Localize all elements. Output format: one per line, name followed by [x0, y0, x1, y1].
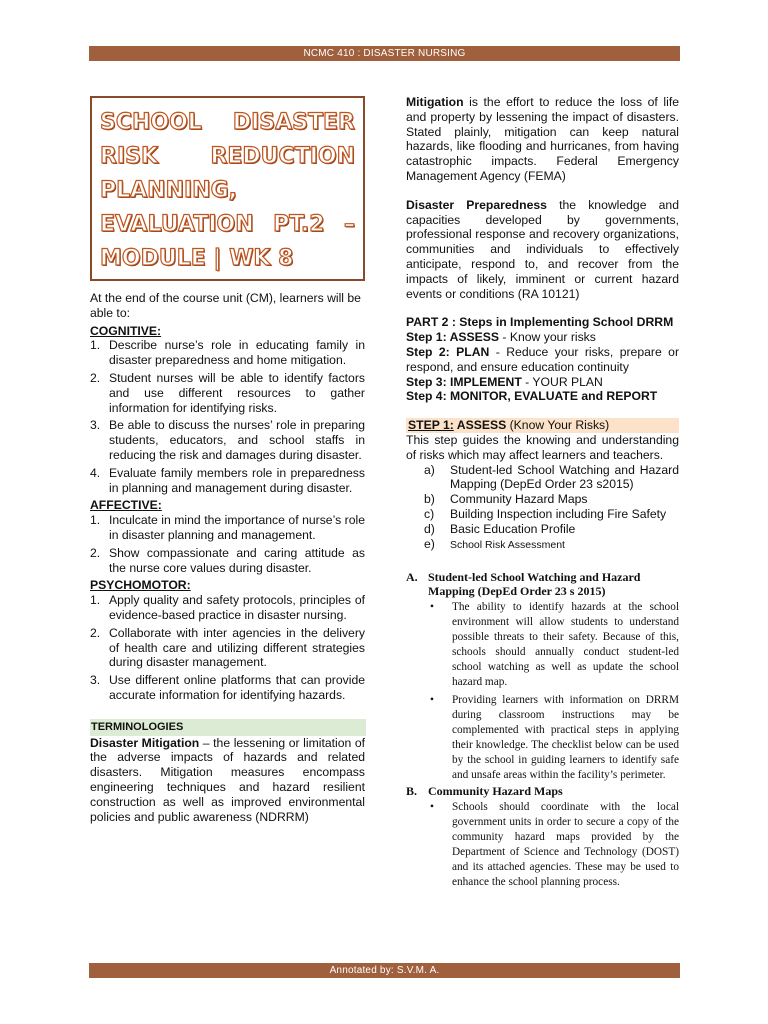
section-a-bullets: [428, 600, 679, 783]
affective-heading: AFFECTIVE:: [90, 498, 162, 513]
title-line-5: MODULE | WK 8: [100, 246, 294, 271]
bullet-icon: •: [430, 801, 434, 814]
list-item: a) Student-led School Watching and Hazard Mapping (DepEd Order 23 s2015): [424, 462, 679, 492]
cognitive-heading: COGNITIVE:: [90, 323, 162, 338]
step1-description: This step guides the knowing and understanding of risks which may affect learners and teachers.: [406, 432, 679, 462]
bullet-icon: •: [430, 694, 434, 707]
header-bar: [89, 46, 680, 61]
step1-heading: STEP 1: ASSESS (Know Your Risks): [406, 418, 679, 433]
list-item: d) Basic Education Profile: [424, 521, 576, 536]
list-item: 1. Apply quality and safety protocols, principles of evidence-based practice in disaster nursing.: [90, 593, 365, 622]
title-line-1: SCHOOL DISASTER: [100, 110, 355, 135]
module-title-box: [90, 96, 365, 281]
list-item: 1. Inculcate in mind the importance of nurse’s role in disaster planning and management.: [90, 513, 365, 542]
cognitive-list: [90, 338, 365, 495]
list-item: 2. Student nurses will be able to identify factors and use different resources to gather information for identifying risks.: [90, 370, 365, 415]
step-item: Step 3: IMPLEMENT - YOUR PLAN: [406, 374, 603, 389]
list-item: 3. Use different online platforms that can provide accurate information for identifying hazards.: [90, 673, 365, 702]
course-title: NCMC 410 : DISASTER NURSING: [303, 48, 466, 59]
term-disaster-mitigation: Disaster Mitigation: [90, 735, 200, 750]
list-item: c) Building Inspection including Fire Safety: [424, 506, 667, 521]
section-b-heading: B. Community Hazard Maps: [406, 784, 563, 799]
title-line-3: PLANNING,: [100, 178, 238, 203]
list-item: 2. Collaborate with inter agencies in the delivery of health care and utilizing different strategies during disaster management.: [90, 625, 365, 670]
intro-text: At the end of the course unit (CM), learners will be able to:: [90, 291, 361, 320]
title-line-2: RISK REDUCTION: [100, 144, 355, 169]
step-item: Step 1: ASSESS - Know your risks: [406, 330, 596, 345]
affective-list: [90, 513, 365, 575]
section-b-bullets: [428, 800, 679, 890]
right-column: [406, 95, 679, 893]
psychomotor-list: [90, 593, 365, 703]
list-item: • Providing learners with information on DRRM during classroom instructions may be complemented with practical steps in applying their knowledge. The checklist below can be used by the school in guiding learners to identify safe and unsafe areas within the facility’s perimeter.: [430, 694, 679, 782]
step-item: Step 2: PLAN - Reduce your risks, prepare or respond, and ensure education continuity: [406, 344, 679, 374]
part2-section: [406, 315, 679, 404]
footer-bar: [89, 963, 680, 978]
section-a-heading: A. Student-led School Watching and Hazard Mapping (DepEd Order 23 s 2015): [406, 570, 641, 599]
disaster-mitigation-definition: Disaster Mitigation – the lessening or limitation of the adverse impacts of hazards and related disasters. Mitigation measures encompass engineering techniques and hazard resilient construction as well as improved environmental policies and public awareness (NDRRM): [90, 735, 366, 824]
list-item: • The ability to identify hazards at the school environment will allow students to understand possible threats to their safety. Because of this, schools should annually conduct student-led school watching as well as update the school hazard map.: [430, 601, 679, 689]
part2-heading: PART 2 : Steps in Implementing School DRRM: [406, 315, 674, 330]
left-column: [90, 96, 365, 824]
annotated-by: Annotated by: S.V.M. A.: [329, 965, 440, 976]
mitigation-definition: Mitigation is the effort to reduce the loss of life and property by lessening the impact of disasters. Stated plainly, mitigation can keep natural hazards, like flooding and hurricanes, from having catastrophic impacts. Federal Emergency Management Agency (FEMA): [406, 95, 679, 183]
list-item: e) School Risk Assessment: [424, 536, 565, 551]
term-mitigation: Mitigation: [406, 95, 464, 109]
list-item: b) Community Hazard Maps: [424, 492, 588, 507]
bullet-icon: •: [430, 601, 434, 614]
title-line-4: EVALUATION PT.2 –: [100, 212, 355, 237]
step-item: Step 4: MONITOR, EVALUATE and REPORT: [406, 389, 658, 404]
step1-list: [424, 463, 679, 553]
list-item: 1. Describe nurse’s role in educating family in disaster preparedness and home mitigation.: [90, 338, 365, 368]
list-item: 4. Evaluate family members role in preparedness in planning and management during disaster.: [90, 465, 365, 495]
list-item: 3. Be able to discuss the nurses’ role in preparing students, educators, and school staffs in reducing the risk and damages during disaster.: [90, 418, 365, 462]
psychomotor-heading: PSYCHOMOTOR:: [90, 578, 191, 593]
term-preparedness: Disaster Preparedness: [406, 197, 547, 212]
terminologies-heading: TERMINOLOGIES: [90, 719, 366, 736]
preparedness-definition: Disaster Preparedness the knowledge and capacities developed by governments, professional response and recovery organizations, communities and individuals to effectively anticipate, respond to, and recover from the impacts of likely, imminent or current hazard events or conditions (RA 10121): [406, 197, 679, 301]
list-item: • Schools should coordinate with the local government units in order to secure a copy of the community hazard maps provided by the Department of Science and Technology (DOST) and its attached agencies. These may be used to enhance the school planning process.: [430, 801, 679, 889]
list-item: 2. Show compassionate and caring attitude as the nurse core values during disaster.: [90, 545, 365, 575]
